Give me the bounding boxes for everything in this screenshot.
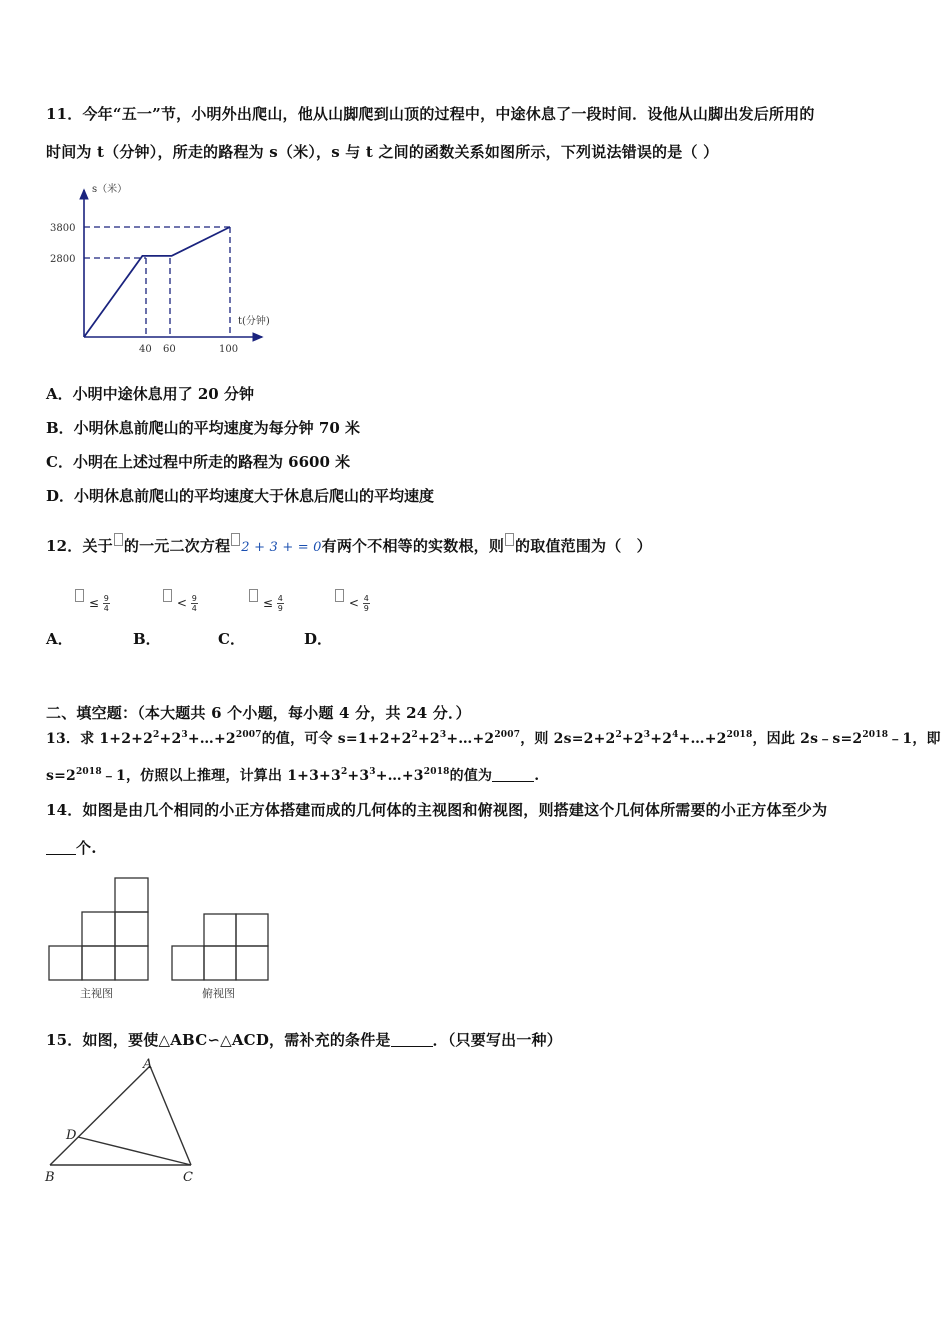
q11-option-c: C．小明在上述过程中所走的路程为 6600 米 [46, 453, 351, 471]
point-c-label: C [183, 1170, 193, 1185]
relation: ≤ [262, 596, 273, 610]
side-ab [50, 1066, 150, 1165]
exponent: 3 [181, 730, 188, 740]
text: +…+3 [375, 768, 424, 784]
q12-letter-c: C． [218, 630, 245, 648]
text: +…+2 [678, 731, 727, 747]
exponent: 3 [439, 730, 447, 740]
x-tick-40: 40 [139, 344, 152, 355]
answer-blank[interactable] [391, 1034, 433, 1047]
q14-line1: 14．如图是由几个相同的小正方体搭建而成的几何体的主视图和俯视图，则搭建这个几何体所需要的小正方体至少为 [46, 801, 828, 819]
section-title: 二、填空题：（本大题共 6 个小题，每小题 4 分，共 24 分．） [46, 704, 471, 722]
q12-suffix: 的取值范围为（ ） [515, 537, 652, 555]
exponent: 4 [672, 730, 679, 740]
q12-option-c-expr [248, 589, 284, 613]
q14-suffix: 个. [76, 839, 97, 857]
q12-letter-a: A． [46, 630, 73, 648]
q11-stem-line2: 时间为 t（分钟），所走的路程为 s（米），s 与 t 之间的函数关系如图所示，下列说法错误的是（ ） [46, 143, 719, 161]
exponent: 3 [643, 730, 651, 740]
q11-stem-line1: 11．今年“五一”节，小明外出爬山，他从山脚爬到山顶的过程中，中途休息了一段时间．设他从山脚出发后所用的 [46, 105, 815, 123]
q15-triangle-figure [40, 1056, 210, 1191]
text: +2 [159, 731, 182, 747]
top-view-label: 俯视图 [202, 987, 235, 1000]
x-axis-label: t(分钟) [238, 316, 270, 327]
text: 的值为 [449, 768, 493, 784]
variable-placeholder [163, 589, 172, 602]
numerator: 4 [277, 594, 283, 603]
text: ，因此 2s﹣s=2 [752, 731, 863, 747]
fraction [191, 594, 198, 613]
exponent: 2 [615, 730, 622, 740]
point-a-label: A [143, 1057, 153, 1072]
variable-placeholder [505, 533, 514, 546]
top-view [172, 914, 268, 980]
exponent: 2 [340, 767, 348, 777]
fraction [277, 594, 284, 613]
q12-mid2: 有两个不相等的实数根，则 [321, 537, 505, 555]
point-b-label: B [45, 1170, 55, 1185]
text: +2 [417, 731, 440, 747]
text: 13．求 1+2+2 [46, 731, 154, 747]
variable-placeholder [114, 533, 123, 546]
numerator: 4 [363, 594, 369, 603]
q12-option-a-expr [74, 589, 110, 613]
denominator: 9 [277, 604, 283, 613]
q15-prefix: 15．如图，要使△ABC∽△ACD，需补充的条件是 [46, 1031, 391, 1049]
text: 的值，可令 s=1+2+2 [261, 731, 412, 747]
front-view-label: 主视图 [80, 987, 113, 1000]
q12-letter-d: D． [304, 630, 333, 648]
denominator: 9 [363, 604, 369, 613]
exponent: 2 [411, 730, 418, 740]
text: ﹣1，即 [888, 731, 941, 747]
q14-line2 [46, 837, 97, 858]
side-ac [150, 1066, 191, 1165]
answer-blank[interactable] [46, 842, 76, 855]
q12-option-d-expr [334, 589, 370, 613]
q12-prefix: 12．关于 [46, 537, 113, 555]
exponent: 2018 [423, 767, 450, 777]
fraction [103, 594, 110, 613]
text: ，则 2s=2+2 [520, 731, 616, 747]
text: +3 [347, 768, 370, 784]
text: +…+2 [446, 731, 495, 747]
q15-suffix: ．（只要写出一种） [432, 1031, 562, 1049]
text: +2 [650, 731, 673, 747]
exponent: 2 [153, 730, 160, 740]
y-tick-2800: 2800 [50, 254, 76, 265]
variable-placeholder [75, 589, 84, 602]
segment-dc [78, 1137, 191, 1165]
exponent: 2007 [235, 730, 262, 740]
exponent: 3 [369, 767, 376, 777]
denominator: 4 [103, 604, 109, 613]
exponent: 2007 [494, 730, 521, 740]
front-view [49, 878, 148, 980]
variable-placeholder [335, 589, 344, 602]
numerator: 9 [103, 594, 109, 603]
q14-views-figure [46, 874, 286, 1004]
q12-equation: 2 + 3 + = 0 [241, 540, 322, 555]
x-tick-100: 100 [219, 344, 239, 355]
q13-line2 [46, 765, 539, 785]
relation: ≤ [88, 596, 99, 610]
q12-mid1: 的一元二次方程 [123, 537, 231, 555]
q12-letter-b: B． [133, 630, 161, 648]
fraction [363, 594, 370, 613]
text: +…+2 [187, 731, 236, 747]
numerator: 9 [191, 594, 197, 603]
q11-option-b: B．小明休息前爬山的平均速度为每分钟 70 米 [46, 419, 360, 437]
q12-option-b-expr [162, 589, 198, 613]
q12-stem [46, 533, 652, 556]
q15-stem [46, 1029, 562, 1050]
distance-time-line [84, 227, 230, 337]
variable-placeholder [231, 533, 240, 546]
denominator: 4 [191, 604, 197, 613]
q11-function-graph [40, 180, 300, 360]
text: ﹣1，仿照以上推理，计算出 1+3+3 [101, 768, 341, 784]
relation: < [176, 596, 187, 610]
q11-option-d: D．小明休息前爬山的平均速度大于休息后爬山的平均速度 [46, 487, 435, 505]
point-d-label: D [66, 1128, 77, 1143]
variable-placeholder [249, 589, 258, 602]
y-tick-3800: 3800 [50, 223, 76, 234]
y-axis-label: s（米） [92, 184, 128, 195]
answer-blank[interactable] [492, 769, 534, 782]
text: . [534, 768, 540, 784]
exponent: 2018 [862, 730, 889, 740]
text: s=2 [46, 768, 76, 784]
q13-line1 [46, 728, 941, 748]
exponent: 2018 [726, 730, 753, 740]
q11-option-a: A．小明中途休息用了 20 分钟 [46, 385, 254, 403]
x-tick-60: 60 [163, 344, 176, 355]
relation: < [348, 596, 359, 610]
text: +2 [621, 731, 644, 747]
exponent: 2018 [75, 767, 102, 777]
